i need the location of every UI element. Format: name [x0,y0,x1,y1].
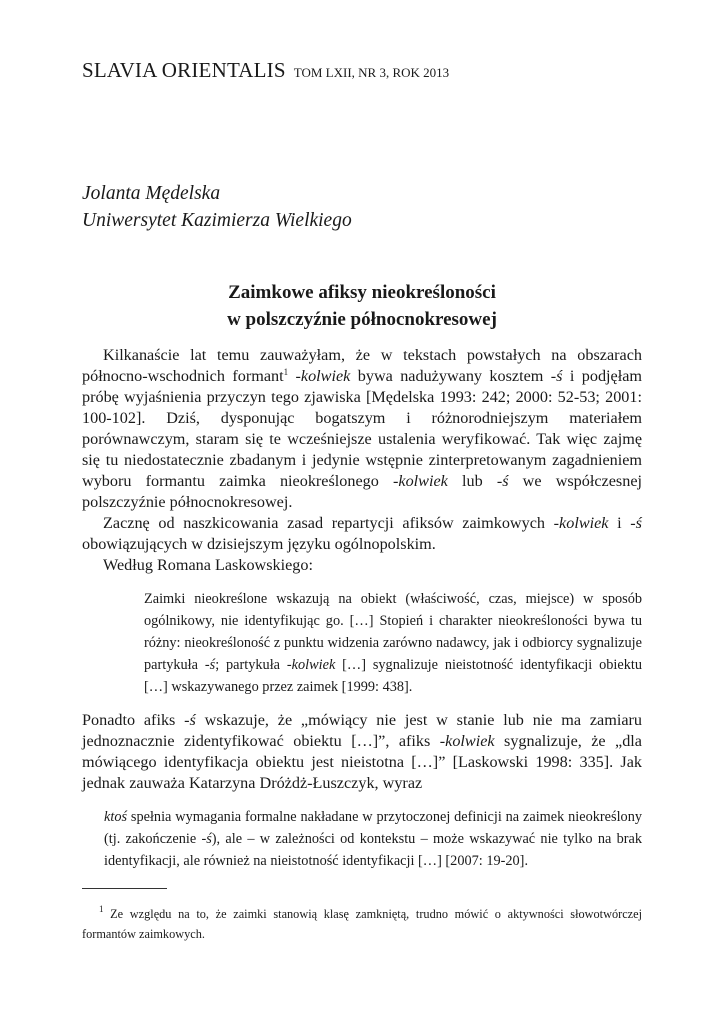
affix-kolwiek: -kolwiek [553,514,609,532]
paragraph-1 [82,345,642,513]
paragraph-1-text-f: i podjęłam próbę wyjaśnienia przyczyn tego zjawiska [Mędelska 1993: 242; 2000: 52-53; 2001: 100-102]. Dziś, dysponując bogatszym i różnorodniejszym materiałem porównawczym, staram się te wcześniejsze ustalenia weryfikować. Tak więc zajmę się tu niedostatecznie zbadanym i jedynie wstępnie zinterpretowanym zagadnieniem wyboru formantu zaimka nieokreślonego [82,367,643,490]
title-line-2: w polszczyźnie północnokresowej [227,309,497,330]
paragraph-1-text-b [288,367,295,385]
quote-1-text-e: […] sygnalizuje nieistotność identyfikacji obiektu […] wskazywanego przez zaimek [1999: 438]. [144,657,642,695]
quote-2-text-b: spełnia wymagania formalne nakładane w przytoczonej definicji na zaimek nieokreślony (tj. zakończenie [104,809,642,847]
paragraph-4-text-a: Ponadto afiks [82,711,185,729]
journal-issue-info: TOM LXII, NR 3, ROK 2013 [293,65,450,80]
affix-s: -ś [630,514,642,532]
journal-header [82,58,449,83]
footnote-divider [82,888,167,889]
paragraph-1-text-h: lub [447,472,497,490]
affix-kolwiek: -kolwiek [295,367,351,385]
affix-s: -ś [204,657,216,673]
footnote-text: Ze względu na to, że zaimki stanowią klasę zamkniętą, trudno mówić o aktywności słowotwórczej formantów zaimkowych. [82,907,642,941]
paragraph-4 [82,710,642,794]
affix-kolwiek: -kolwiek [286,657,336,673]
paragraph-4-text-c: wskazuje, że „mówiący nie jest w stanie lub nie ma zamiaru jednoznacznie zidentyfikować obiektu […]”, afiks [82,711,643,750]
quote-1-text-c: ; partykuła [215,657,287,673]
block-quote-2 [104,806,642,872]
affix-s: -ś [496,472,509,490]
paragraph-1-text-a: Kilkanaście lat temu zauważyłam, że w tekstach powstałych na obszarach północno-wschodnich formant [82,346,642,385]
paragraph-2-text-c: i [608,514,631,532]
article-body [82,345,642,872]
affix-s: -ś [550,367,563,385]
paragraph-3: Według Romana Laskowskiego: [103,556,313,574]
author-block [82,180,352,234]
word-ktos: ktoś [104,809,128,825]
author-name: Jolanta Mędelska [82,183,221,204]
footnote-mark: 1 [99,904,104,914]
paragraph-2-text-e: obowiązujących w dzisiejszym języku ogólnopolskim. [82,535,436,553]
title-line-1: Zaimkowe afiksy nieokreśloności [228,282,496,303]
journal-name: SLAVIA ORIENTALIS [82,58,286,82]
affix-s: -ś [184,711,196,729]
affix-kolwiek: -kolwiek [393,472,448,490]
paragraph-2 [82,513,642,555]
author-affiliation: Uniwersytet Kazimierza Wielkiego [82,210,352,231]
quote-2-text-d: ), ale – w zależności od kontekstu – może wskazywać nie tylko na brak identyfikacji, ale również na nieistotność identyfikacji […] [2007: 19-20]. [104,831,642,869]
quote-1-text-a: Zaimki nieokreślone wskazują na obiekt (właściwość, czas, miejsce) w sposób ogólnikowy, nie identyfikując go. […] Stopień i charakter nieokreśloności bywa tu różny: nieokreśloność z punktu widzenia zarówno nadawcy, jak i odbiorcy sygnalizuje partykuła [144,591,642,673]
paragraph-1-text-d: bywa nadużywany kosztem [350,367,551,385]
affix-kolwiek: -kolwiek [439,732,495,750]
paragraph-2-text-a: Zacznę od naszkicowania zasad repartycji afiksów zaimkowych [103,514,554,532]
article-title [82,279,642,333]
block-quote-1 [144,588,642,698]
footnote-1 [82,904,642,944]
footnote-ref-1: 1 [283,367,289,377]
affix-s: -ś [201,831,212,847]
paragraph-1-text-j: we współczesnej polszczyźnie północnokresowej. [82,472,642,511]
paragraph-4-text-e: sygnalizuje, że „dla mówiącego identyfikacja obiektu jest nieistotna […]” [Laskowski 1998: 335]. Jak jednak zauważa Katarzyna Dróżdż-Łuszczyk, wyraz [82,732,642,792]
